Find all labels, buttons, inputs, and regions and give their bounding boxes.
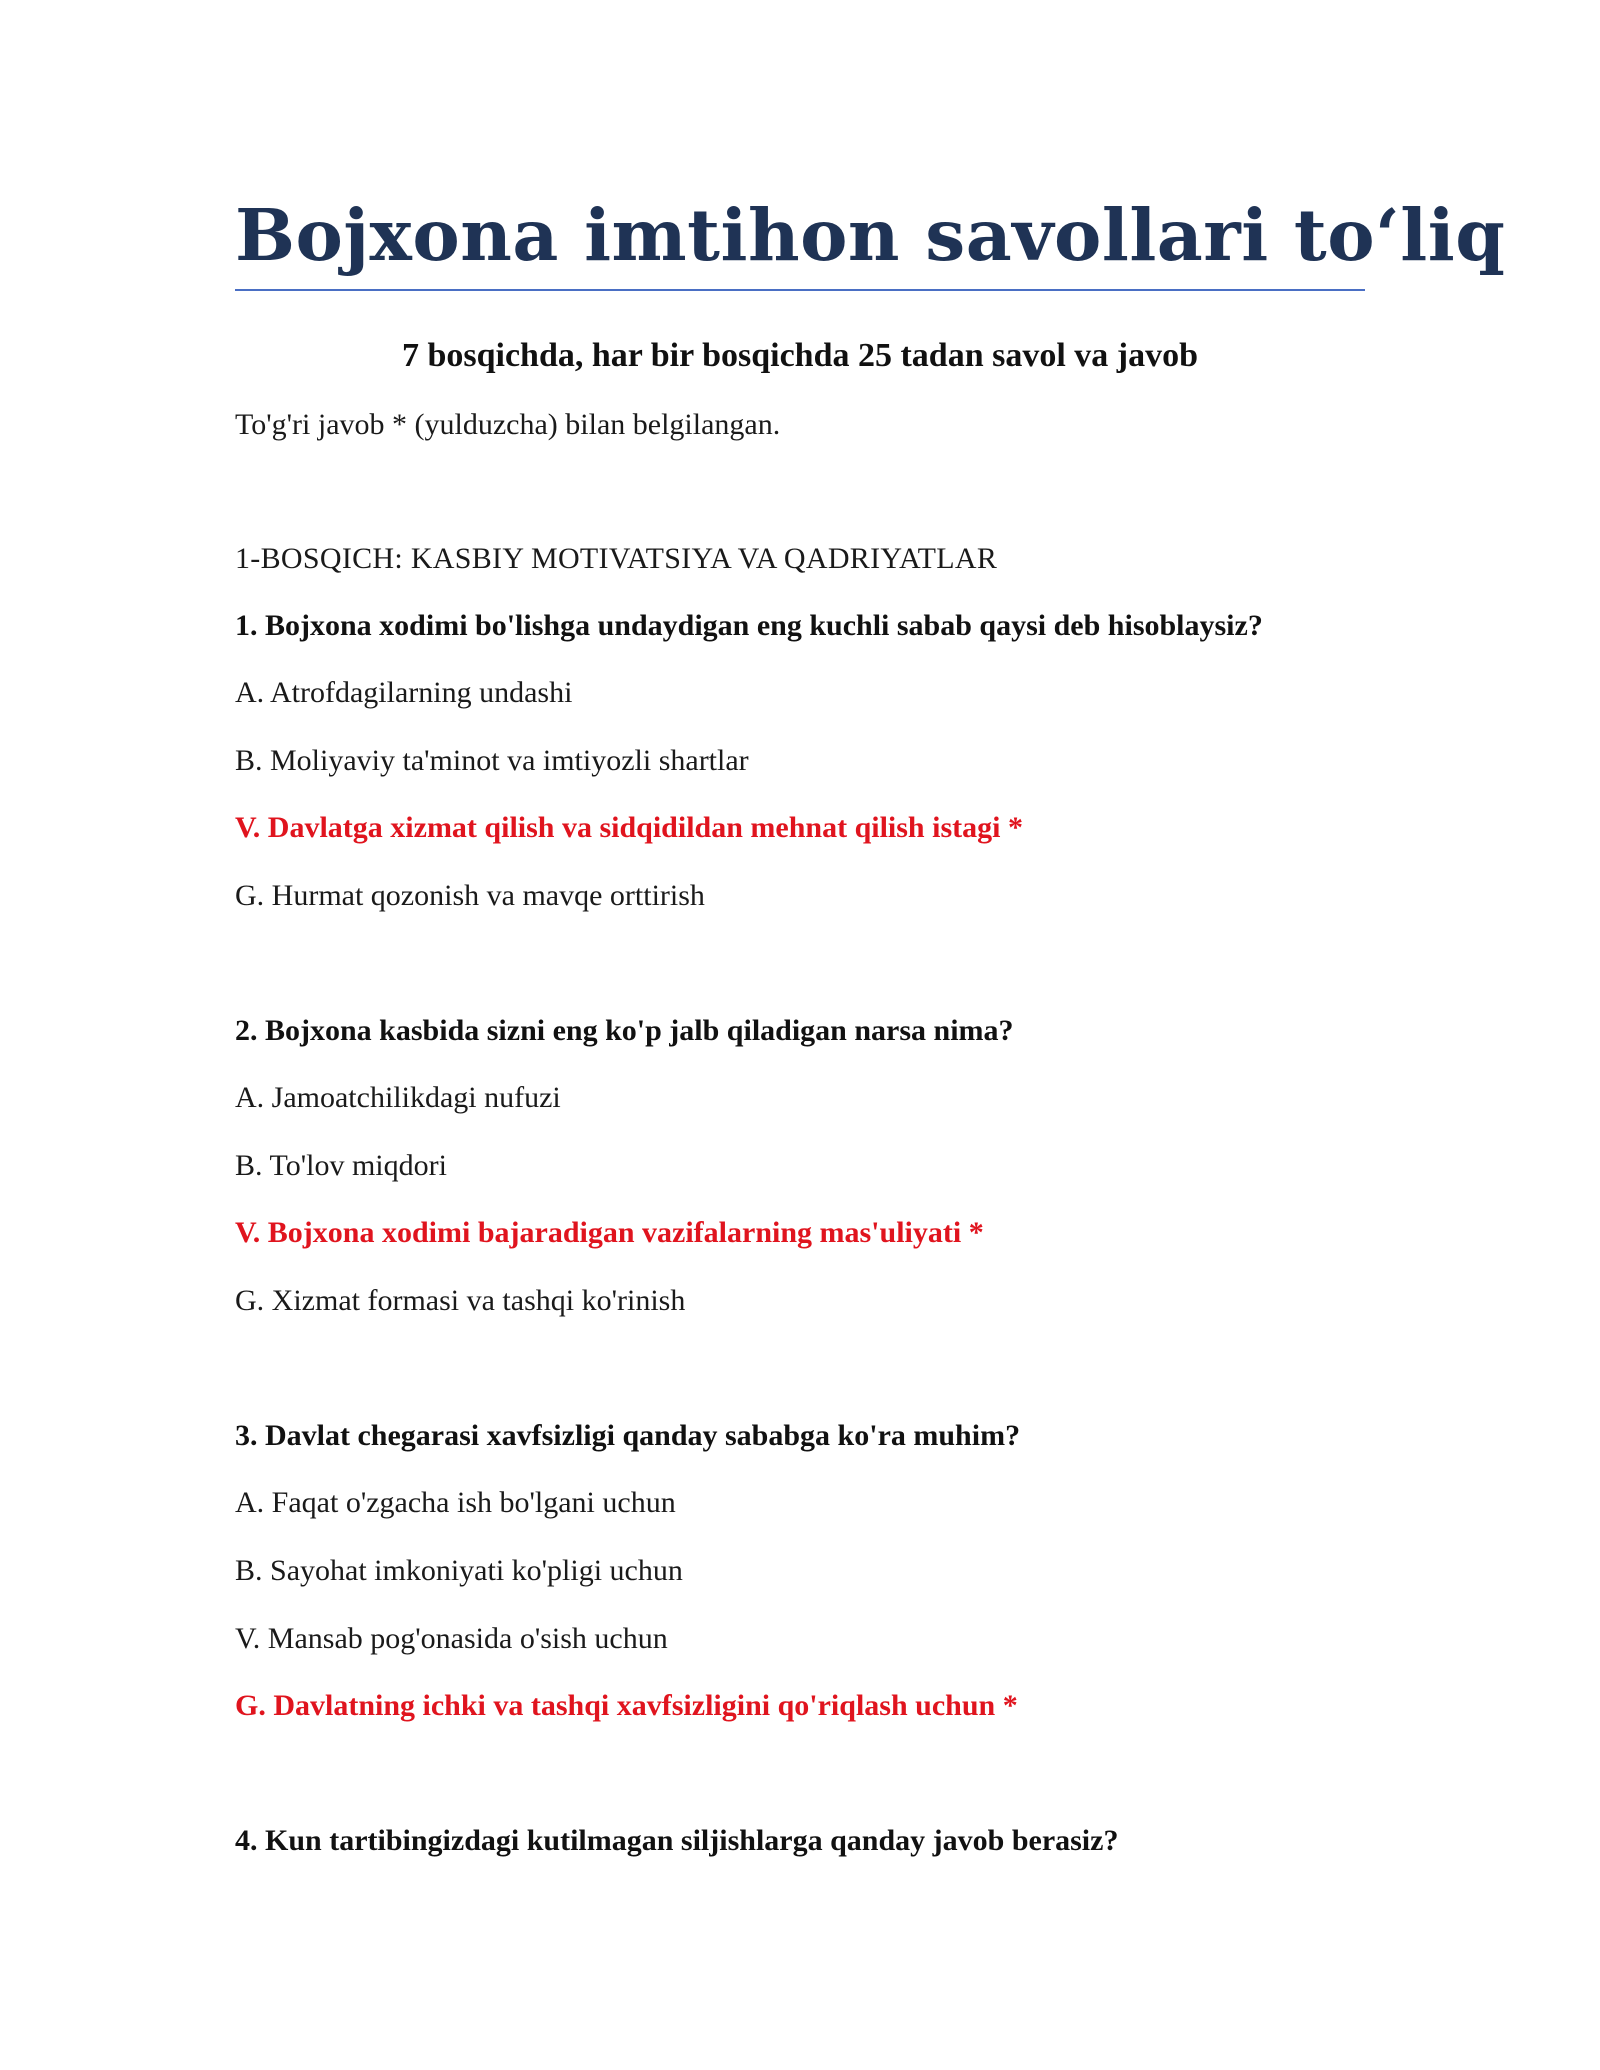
question-3-option-a: A. Faqat o'zgacha ish bo'lgani uchun bbox=[235, 1486, 676, 1519]
question-3-option-v: V. Mansab pog'onasida o'sish uchun bbox=[235, 1622, 668, 1655]
question-2-option-v-correct: V. Bojxona xodimi bajaradigan vazifalarning mas'uliyati * bbox=[235, 1216, 984, 1249]
question-1-option-b: B. Moliyaviy ta'minot va imtiyozli shartlar bbox=[235, 744, 749, 777]
question-3-text: 3. Davlat chegarasi xavfsizligi qanday sababga ko'ra muhim? bbox=[235, 1419, 1021, 1452]
question-3-option-g-correct: G. Davlatning ichki va tashqi xavfsizligini qo'riqlash uchun * bbox=[235, 1689, 1018, 1722]
question-4-text: 4. Kun tartibingizdagi kutilmagan siljishlarga qanday javob berasiz? bbox=[235, 1824, 1119, 1857]
intro-note: To'g'ri javob * (yulduzcha) bilan belgilangan. bbox=[235, 408, 781, 441]
question-2-text: 2. Bojxona kasbida sizni eng ko'p jalb qiladigan narsa nima? bbox=[235, 1014, 1014, 1047]
question-2-option-g: G. Xizmat formasi va tashqi ko'rinish bbox=[235, 1284, 686, 1317]
question-2-option-b: B. To'lov miqdori bbox=[235, 1149, 447, 1182]
question-1-option-a: A. Atrofdagilarning undashi bbox=[235, 676, 573, 709]
question-1-option-g: G. Hurmat qozonish va mavqe orttirish bbox=[235, 879, 705, 912]
section-heading: 1-BOSQICH: KASBIY MOTIVATSIYA VA QADRIYATLAR bbox=[235, 542, 998, 575]
question-1-text: 1. Bojxona xodimi bo'lishga undaydigan eng kuchli sabab qaysi deb hisoblaysiz? bbox=[235, 609, 1263, 642]
question-1-option-v-correct: V. Davlatga xizmat qilish va sidqidildan mehnat qilish istagi * bbox=[235, 811, 1023, 844]
question-2-option-a: A. Jamoatchilikdagi nufuzi bbox=[235, 1081, 561, 1114]
title-underline bbox=[235, 289, 1365, 291]
document-subtitle: 7 bosqichda, har bir bosqichda 25 tadan savol va javob bbox=[401, 337, 1199, 374]
document-title: Bojxona imtihon savollari to‘liq bbox=[235, 193, 1506, 277]
question-3-option-b: B. Sayohat imkoniyati ko'pligi uchun bbox=[235, 1554, 683, 1587]
